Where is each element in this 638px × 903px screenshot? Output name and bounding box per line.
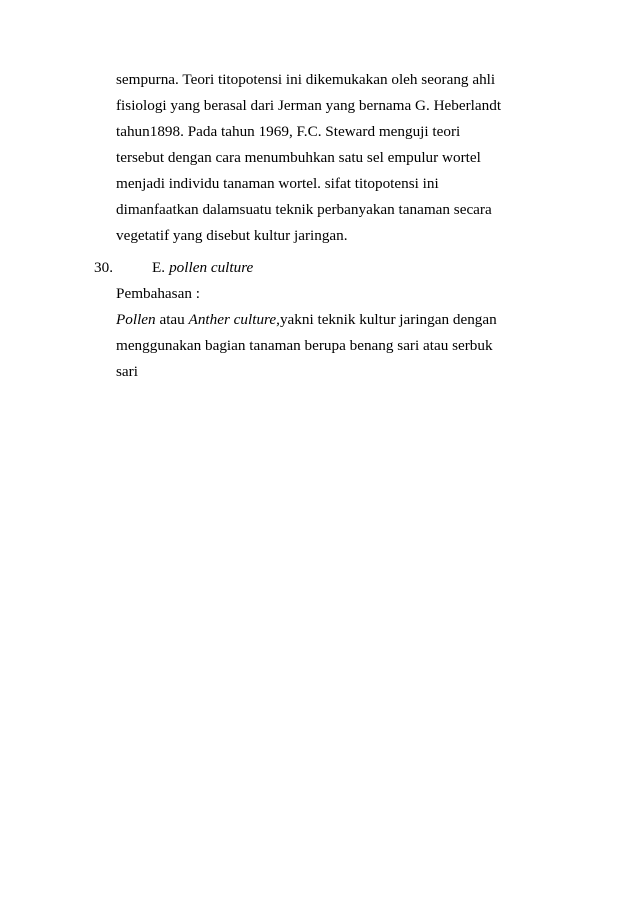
explanation-text: ,yakni teknik kultur jaringan dengan	[276, 311, 497, 328]
explanation-line	[116, 307, 566, 333]
explanation-line: menggunakan bagian tanaman berupa benang sari atau serbuk	[116, 337, 493, 354]
paragraph-line: fisiologi yang berasal dari Jerman yang bernama G. Heberlandt	[116, 97, 502, 114]
explanation-block	[116, 281, 566, 385]
paragraph-line: sempurna. Teori titopotensi ini dikemukakan oleh seorang ahli	[116, 71, 496, 88]
question-number: 30.	[94, 259, 113, 276]
paragraph-line: dimanfaatkan dalamsuatu teknik perbanyakan tanaman secara	[116, 201, 492, 218]
anther-culture-term: Anther culture	[188, 311, 277, 328]
paragraph-line: tersebut dengan cara menumbuhkan satu sel empulur wortel	[116, 149, 481, 166]
answer-text: pollen culture	[169, 259, 254, 276]
explanation-heading: Pembahasan :	[116, 285, 200, 302]
explanation-line: sari	[116, 363, 138, 380]
totipotency-paragraph	[116, 67, 566, 249]
pollen-term: Pollen	[116, 311, 156, 328]
paragraph-line: menjadi individu tanaman wortel. sifat titopotensi ini	[116, 175, 439, 192]
paragraph-line: tahun1898. Pada tahun 1969, F.C. Steward menguji teori	[116, 123, 461, 140]
connector-text: atau	[155, 311, 189, 328]
answer-letter: E.	[152, 259, 166, 276]
paragraph-line: vegetatif yang disebut kultur jaringan.	[116, 227, 348, 244]
question-30-answer	[94, 255, 253, 281]
